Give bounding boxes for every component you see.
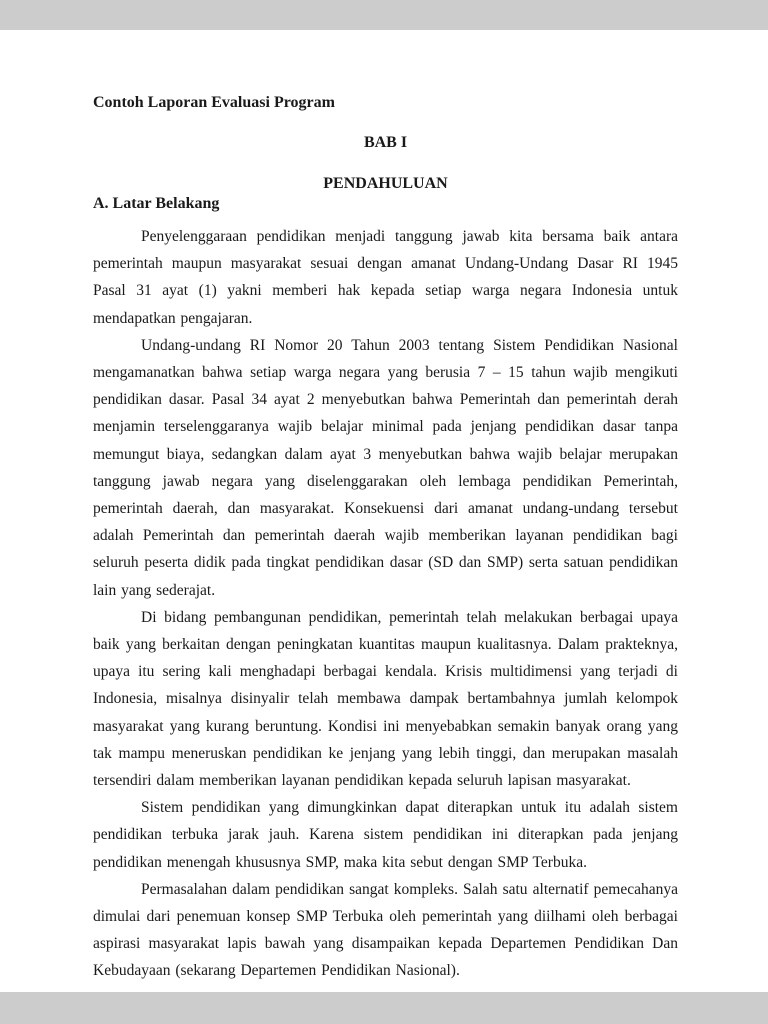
paragraph-4: Sistem pendidikan yang dimungkinkan dapat diterapkan untuk itu adalah sistem pendidikan terbuka jarak jauh. Karena sistem pendidikan ini diterapkan pada jenjang pendidikan menengah khususnya SMP, maka kita sebut dengan SMP Terbuka. <box>93 799 678 871</box>
document-page <box>0 30 768 992</box>
chapter-title-heading: PENDAHULUAN <box>323 175 448 192</box>
paragraph-1: Penyelenggaraan pendidikan menjadi tanggung jawab kita bersama baik antara pemerintah maupun masyarakat sesuai dengan amanat Undang-Undang Dasar RI 1945 Pasal 31 ayat (1) yakni memberi hak kepada setiap warga negara Indonesia untuk mendapatkan pengajaran. <box>93 228 678 327</box>
document-body <box>93 223 678 985</box>
paragraph-3: Di bidang pembangunan pendidikan, pemerintah telah melakukan berbagai upaya baik yang berkaitan dengan peningkatan kuantitas maupun kualitasnya. Dalam prakteknya, upaya itu sering kali menghadapi berbagai kendala. Krisis multidimensi yang terjadi di Indonesia, misalnya disinyalir telah membawa dampak bertambahnya jumlah kelompok masyarakat yang kurang beruntung. Kondisi ini menyebabkan semakin banyak orang yang tak mampu meneruskan pendidikan ke jenjang yang lebih tinggi, dan merupakan masalah tersendiri dalam memberikan layanan pendidikan kepada seluruh lapisan masyarakat. <box>93 608 678 790</box>
document-title: Contoh Laporan Evaluasi Program <box>93 94 335 111</box>
paragraph-2: Undang-undang RI Nomor 20 Tahun 2003 tentang Sistem Pendidikan Nasional mengamanatkan bahwa setiap warga negara yang berusia 7 – 15 tahun wajib mengikuti pendidikan dasar. Pasal 34 ayat 2 menyebutkan bahwa Pemerintah dan pemerintah derah menjamin terselenggaranya wajib belajar minimal pada jenjang pendidikan dasar tanpa memungut biaya, sedangkan dalam ayat 3 menyebutkan bahwa wajib belajar merupakan tanggung jawab negara yang diselenggarakan oleh lembaga pendidikan Pemerintah, pemerintah daerah, dan masyarakat. Konsekuensi dari amanat undang-undang tersebut adalah Pemerintah dan pemerintah daerah wajib memberikan layanan pendidikan bagi seluruh peserta didik pada tingkat pendidikan dasar (SD dan SMP) serta satuan pendidikan lain yang sederajat. <box>93 336 678 599</box>
section-heading: A. Latar Belakang <box>93 195 220 212</box>
paragraph-5: Permasalahan dalam pendidikan sangat kompleks. Salah satu alternatif pemecahanya dimulai dari penemuan konsep SMP Terbuka oleh pemerintah yang diilhami oleh berbagai aspirasi masyarakat lapis bawah yang disampaikan kepada Departemen Pendidikan Dan Kebudayaan (sekarang Departemen Pendidikan Nasional). <box>93 880 678 980</box>
chapter-heading: BAB I <box>363 134 408 151</box>
